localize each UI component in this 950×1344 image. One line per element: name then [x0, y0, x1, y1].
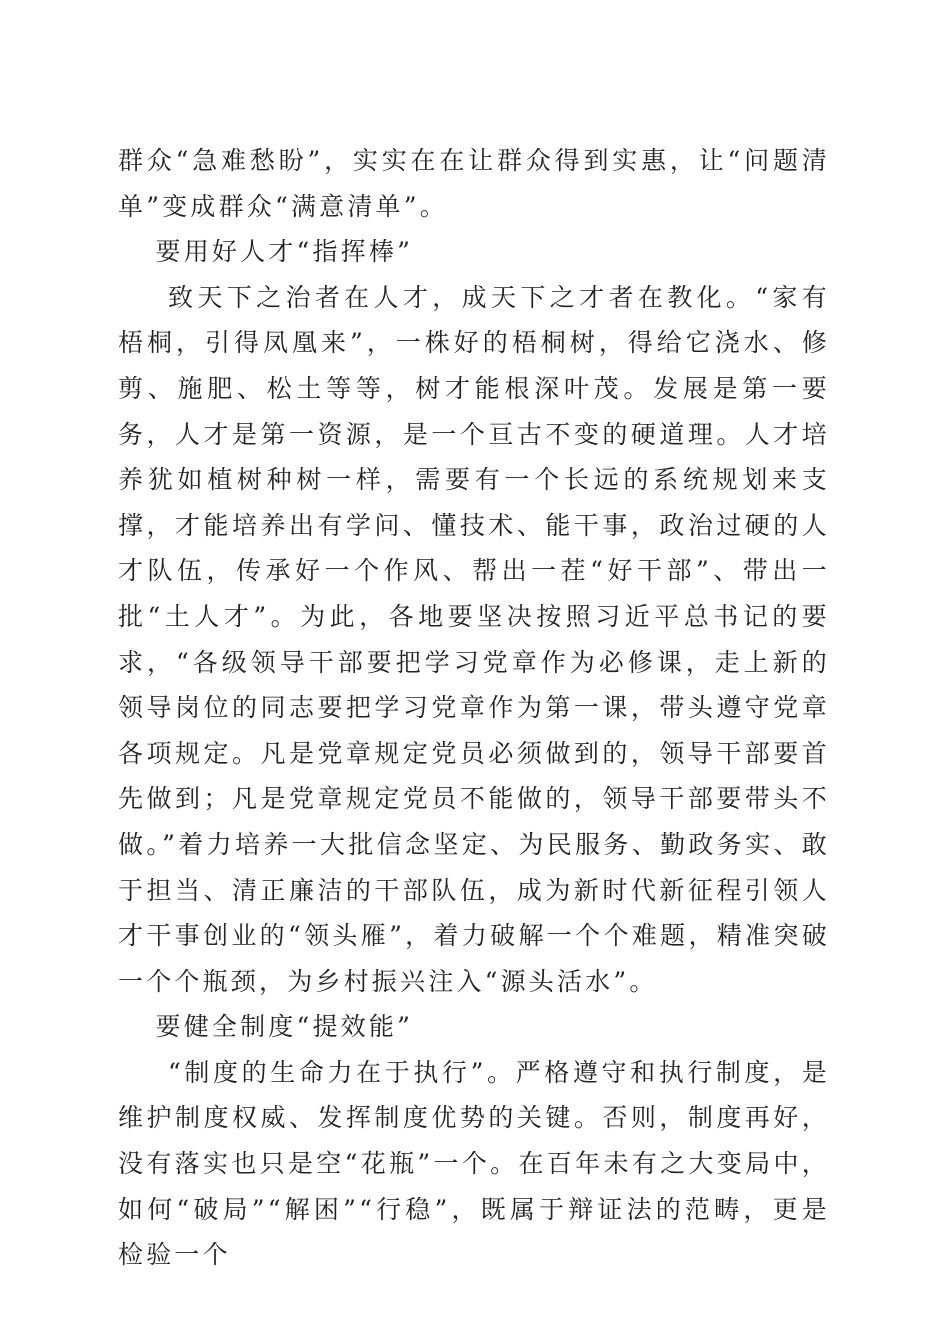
document-body — [118, 138, 830, 1278]
paragraph-talent: 致天下之治者在人才，成天下之才者在教化。“家有梧桐，引得凤凰来”，一株好的梧桐树，得给它浇水、修剪、施肥、松土等等，树才能根深叶茂。发展是第一要务，人才是第一资源，是一个亘古不变的硬道理。人才培养犹如植树种树一样，需要有一个长远的系统规划来支撑，才能培养出有学问、懂技术、能干事，政治过硬的人才队伍，传承好一个作风、帮出一茬“好干部”、带出一批“土人才”。为此，各地要坚决按照习近平总书记的要求，“各级领导干部要把学习党章作为必修课，走上新的领导岗位的同志要把学习党章作为第一课，带头遵守党章各项规定。凡是党章规定党员必须做到的，领导干部要首先做到；凡是党章规定党员不能做的，领导干部要带头不做。”着力培养一大批信念坚定、为民服务、勤政务实、敢于担当、清正廉洁的干部队伍，成为新时代新征程引领人才干事创业的“领头雁”，着力破解一个个难题，精准突破一个个瓶颈，为乡村振兴注入“源头活水”。 — [118, 282, 830, 996]
section-heading-talent: 要用好人才“指挥棒” — [155, 237, 414, 267]
section-heading-system: 要健全制度“提效能” — [155, 1012, 414, 1042]
paragraph-continuation: 群众“急难愁盼”，实实在在让群众得到实惠，让“问题清单”变成群众“满意清单”。 — [118, 146, 830, 221]
paragraph-system: “制度的生命力在于执行”。严格遵守和执行制度，是维护制度权威、发挥制度优势的关键。否则，制度再好，没有落实也只是空“花瓶”一个。在百年未有之大变局中，如何“破局”“解困”“行稳”，既属于辩证法的范畴，更是检验一个 — [118, 1057, 830, 1270]
